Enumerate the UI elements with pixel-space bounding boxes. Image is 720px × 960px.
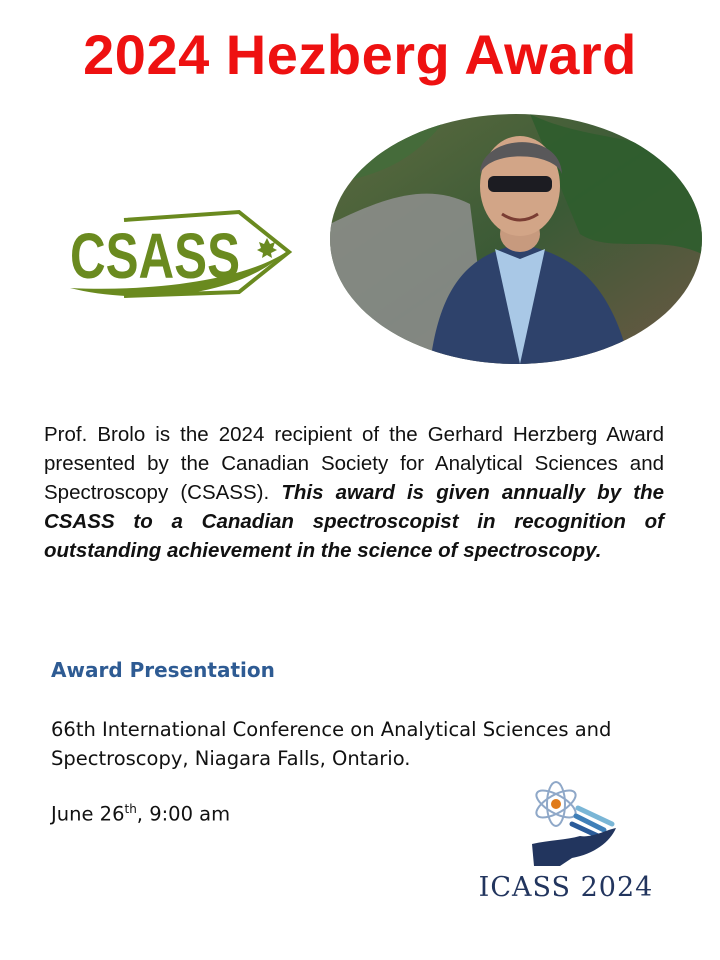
description-emphasis: This award is given annually by the CSASS to a Canadian spectroscopist in recognition of outstanding achievement in the science of spectroscopy.	[44, 481, 664, 562]
logo-text: CSASS	[70, 220, 240, 292]
date-main: June 26	[51, 802, 125, 826]
csass-logo	[64, 200, 304, 310]
date-text	[51, 802, 230, 826]
section-heading: Award Presentation	[51, 658, 275, 682]
page-title: 2024 Hezberg Award	[83, 23, 637, 86]
portrait-photo	[330, 114, 702, 364]
date-superscript: th	[124, 802, 137, 816]
atom-hand-icon	[520, 778, 640, 874]
venue-text: 66th International Conference on Analytical Sciences and Spectroscopy, Niagara Falls, Ontario.	[51, 718, 612, 770]
award-description	[44, 420, 664, 565]
conference-logo-text: ICASS 2024	[478, 872, 654, 903]
description-plain: Prof. Brolo is the 2024 recipient of the Gerhard Herzberg Award presented by the Canadian Society for Analytical Sciences and Spectroscopy (CSASS).	[44, 423, 664, 504]
glasses	[488, 176, 552, 192]
date-time: , 9:00 am	[136, 802, 231, 826]
